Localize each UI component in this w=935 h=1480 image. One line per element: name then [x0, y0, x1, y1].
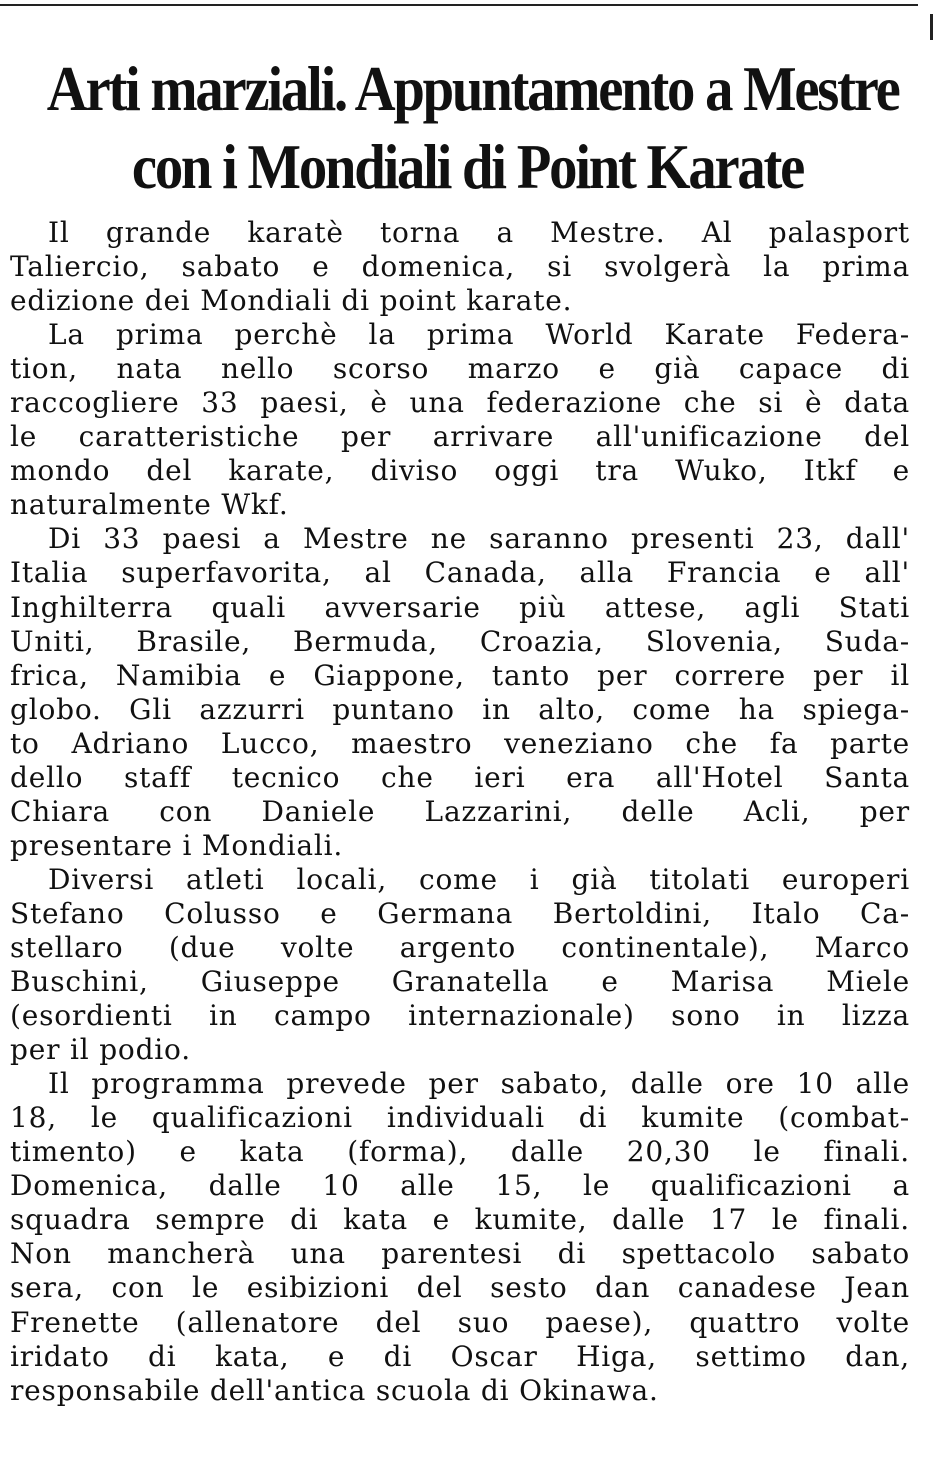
article-line: Buschini, Giuseppe Granatella e Marisa Miele: [10, 965, 910, 999]
article-line: Il grande karatè torna a Mestre. Al palasport: [48, 216, 910, 249]
article-line: Italia superfavorita, al Canada, alla Francia e all': [10, 556, 910, 590]
column-edge-mark: [930, 14, 933, 40]
article-line: naturalmente Wkf.: [10, 488, 289, 522]
article-line: globo. Gli azzurri puntano in alto, come ha spiega-: [10, 692, 910, 726]
headline-line-1: Arti marziali. Appuntamento a Mestre: [46, 54, 899, 124]
article-paragraph: [10, 216, 910, 318]
article-line: Inghilterra quali avversarie più attese, agli Stati: [10, 590, 910, 624]
article-line: timento) e kata (forma), dalle 20,30 le finali.: [10, 1135, 910, 1169]
headline: [46, 50, 899, 206]
article-line: Taliercio, sabato e domenica, si svolgerà la prima: [10, 250, 910, 284]
article-paragraph: [10, 1067, 910, 1407]
article-line: mondo del karate, diviso oggi tra Wuko, Itkf e: [10, 454, 910, 488]
article-line: tion, nata nello scorso marzo e già capace di: [10, 352, 910, 386]
article-line: iridato di kata, e di Oscar Higa, settimo dan,: [10, 1339, 910, 1373]
article-line: stellaro (due volte argento continentale), Marco: [10, 930, 910, 964]
article-line: sera, con le esibizioni del sesto dan canadese Jean: [10, 1271, 910, 1305]
article-line: per il podio.: [10, 1033, 191, 1067]
article-line: Non mancherà una parentesi di spettacolo sabato: [10, 1237, 910, 1271]
article-line: Frenette (allenatore del suo paese), quattro volte: [10, 1305, 910, 1339]
article-line: raccogliere 33 paesi, è una federazione che si è data: [10, 386, 910, 420]
article-line: responsabile dell'antica scuola di Okinawa.: [10, 1373, 659, 1407]
article-line: to Adriano Lucco, maestro veneziano che fa parte: [10, 726, 910, 760]
article-body: [10, 216, 910, 1408]
article-line: Chiara con Daniele Lazzarini, delle Acli, per: [10, 794, 910, 828]
article-line: Domenica, dalle 10 alle 15, le qualificazioni a: [10, 1169, 910, 1203]
headline-line-2: con i Mondiali di Point Karate: [131, 132, 804, 202]
article-line: 18, le qualificazioni individuali di kumite (combat-: [10, 1101, 910, 1135]
article-line: (esordienti in campo internazionale) sono in lizza: [10, 999, 910, 1033]
article-paragraph: [10, 863, 910, 1067]
article-line: frica, Namibia e Giappone, tanto per correre per il: [10, 658, 910, 692]
article-line: Diversi atleti locali, come i già titolati europeri: [48, 862, 910, 896]
article-line: squadra sempre di kata e kumite, dalle 17 le finali.: [10, 1203, 910, 1237]
article-line: Il programma prevede per sabato, dalle ore 10 alle: [48, 1067, 910, 1101]
article-paragraph: [10, 522, 910, 862]
article-line: presentare i Mondiali.: [10, 828, 344, 862]
article-line: Di 33 paesi a Mestre ne saranno presenti 23, dall': [48, 522, 910, 556]
article-line: Stefano Colusso e Germana Bertoldini, Italo Ca-: [10, 896, 910, 930]
top-rule: [0, 4, 918, 6]
article-paragraph: [10, 318, 910, 522]
article-line: le caratteristiche per arrivare all'unificazione del: [10, 420, 910, 454]
article-line: La prima perchè la prima World Karate Federa-: [48, 318, 910, 352]
article-line: Uniti, Brasile, Bermuda, Croazia, Slovenia, Suda-: [10, 624, 910, 658]
article-line: dello staff tecnico che ieri era all'Hotel Santa: [10, 760, 910, 794]
article-line: edizione dei Mondiali di point karate.: [10, 284, 573, 318]
